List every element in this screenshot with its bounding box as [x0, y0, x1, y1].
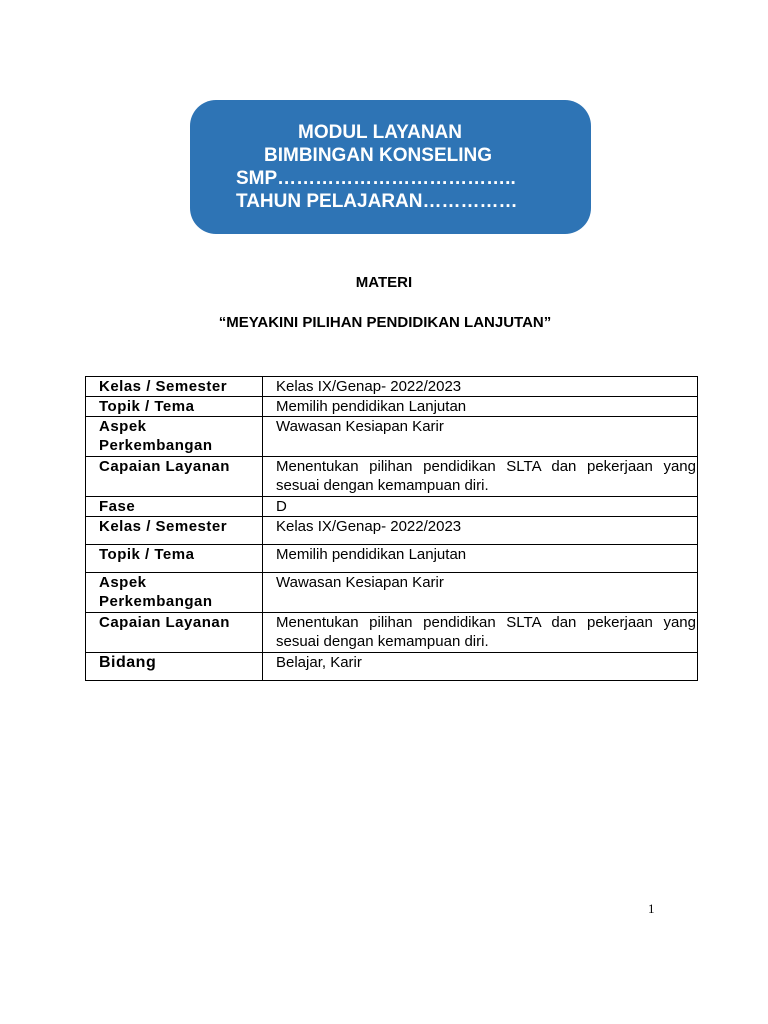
header-school-line: SMP……………………………….. [236, 168, 516, 189]
header-year-line: TAHUN PELAJARAN…………… [236, 191, 518, 212]
table-row [86, 397, 698, 417]
row-value: Memilih pendidikan Lanjutan [263, 545, 698, 573]
row-label: Fase [86, 497, 263, 517]
table-row [86, 545, 698, 573]
row-label: Kelas / Semester [86, 377, 263, 397]
table-row [86, 377, 698, 397]
row-label: Capaian Layanan [86, 457, 263, 497]
row-value: Wawasan Kesiapan Karir [263, 573, 698, 613]
row-value: Menentukan pilihan pendidikan SLTA dan pekerjaan yang sesuai dengan kemampuan diri. [263, 613, 698, 653]
header-title-line-1: MODUL LAYANAN [298, 122, 462, 143]
row-label: Capaian Layanan [86, 613, 263, 653]
page-number: 1 [648, 901, 655, 916]
header-title-line-2: BIMBINGAN KONSELING [264, 145, 492, 166]
table-row [86, 457, 698, 497]
row-value: Memilih pendidikan Lanjutan [263, 397, 698, 417]
table-row [86, 573, 698, 613]
table-row [86, 517, 698, 545]
row-value: Kelas IX/Genap- 2022/2023 [263, 517, 698, 545]
row-value: Belajar, Karir [263, 653, 698, 681]
materi-heading: MATERI [355, 274, 413, 291]
module-info-table [85, 376, 698, 681]
row-value: Wawasan Kesiapan Karir [263, 417, 698, 457]
row-value: Menentukan pilihan pendidikan SLTA dan pekerjaan yang sesuai dengan kemampuan diri. [263, 457, 698, 497]
table-row [86, 653, 698, 681]
module-header-box [190, 100, 591, 234]
row-label: Kelas / Semester [86, 517, 263, 545]
row-label: Aspek Perkembangan [86, 573, 263, 613]
row-label: Bidang [86, 653, 263, 681]
table-row [86, 613, 698, 653]
row-label: Topik / Tema [86, 397, 263, 417]
table-row [86, 417, 698, 457]
row-value: Kelas IX/Genap- 2022/2023 [263, 377, 698, 397]
row-label: Aspek Perkembangan [86, 417, 263, 457]
row-value: D [263, 497, 698, 517]
materi-subtitle: “MEYAKINI PILIHAN PENDIDIKAN LANJUTAN” [218, 314, 552, 331]
table-row [86, 497, 698, 517]
row-label: Topik / Tema [86, 545, 263, 573]
